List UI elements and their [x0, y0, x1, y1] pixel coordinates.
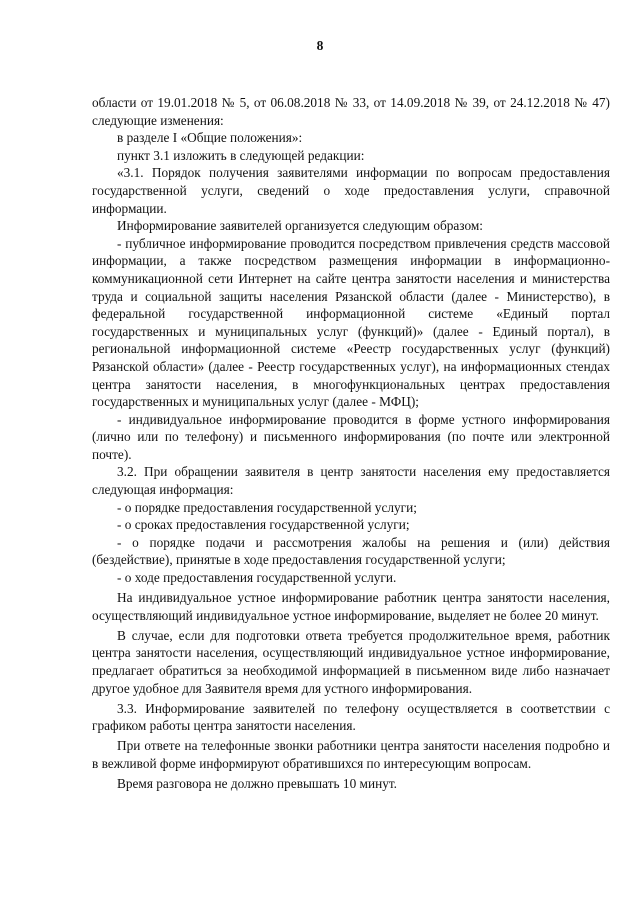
paragraph-long-answer: В случае, если для подготовки ответа требуется продолжительное время, работник центра занятости населения, осуществляющий индивидуальное устное информирование, предлагает обратиться за необходимой информацией в письменном виде либо назначает другое удобное для Заявителя время для устного информирования.	[92, 627, 610, 696]
paragraph-public-informing: - публичное информирование проводится посредством привлечения средств массовой информации, а также посредством размещения информации в информационно-коммуникационной сети Интернет на сайте центра занятости населения и министерства труда и социальной защиты населения Рязанской области (далее - Министерство), в федеральной государственной информационной системе «Единый портал государственных и муниципальных услуг (функций)» (далее - Единый портал), в региональной информационной системе «Реестр государственных услуг (функций) Рязанской области» (далее - Реестр государственных услуг), на информационных стендах центра занятости населения, в многофункциональных центрах предоставления государственных и муниципальных услуг (далее - МФЦ);	[92, 235, 610, 410]
document-body	[92, 94, 610, 793]
paragraph-section-one: в разделе I «Общие положения»:	[117, 130, 303, 146]
list-item-procedure: - о порядке предоставления государственной услуги;	[117, 499, 417, 515]
paragraph-clause-3-1: «3.1. Порядок получения заявителями информации по вопросам предоставления государственной услуги, сведений о ходе предоставления услуги, справочной информации.	[92, 165, 610, 216]
paragraph-individual-informing: - индивидуальное информирование проводится в форме устного информирования (лично или по телефону) и письменного информирования (по почте или электронной почте).	[92, 411, 610, 462]
paragraph-clause-3-2: 3.2. При обращении заявителя в центр занятости населения ему предоставляется следующая информация:	[92, 464, 610, 498]
list-item-complaints: - о порядке подачи и рассмотрения жалобы на решения и (или) действия (бездействие), принятые в ходе предоставления государственной услуги;	[92, 534, 610, 568]
paragraph-informing-organized: Информирование заявителей организуется следующим образом:	[117, 218, 483, 234]
list-item-terms: - о сроках предоставления государственной услуги;	[117, 517, 410, 533]
paragraph-call-duration: Время разговора не должно превышать 10 минут.	[117, 776, 397, 792]
paragraph-clause-3-3: 3.3. Информирование заявителей по телефону осуществляется в соответствии с графиком работы центра занятости населения.	[92, 700, 610, 734]
paragraph-clause-3-1-intro: пункт 3.1 изложить в следующей редакции:	[117, 147, 365, 163]
list-item-progress: - о ходе предоставления государственной услуги.	[117, 570, 397, 586]
page-number: 8	[316, 38, 324, 53]
paragraph-phone-calls: При ответе на телефонные звонки работники центра занятости населения подробно и в вежливой форме информируют обратившихся по интересующим вопросам.	[92, 738, 610, 771]
paragraph-amendments-intro: области от 19.01.2018 № 5, от 06.08.2018 № 33, от 14.09.2018 № 39, от 24.12.2018 № 47) следующие изменения:	[92, 95, 610, 128]
paragraph-oral-informing-time: На индивидуальное устное информирование работник центра занятости населения, осуществляющий индивидуальное устное информирование, выделяет не более 20 минут.	[92, 590, 610, 623]
